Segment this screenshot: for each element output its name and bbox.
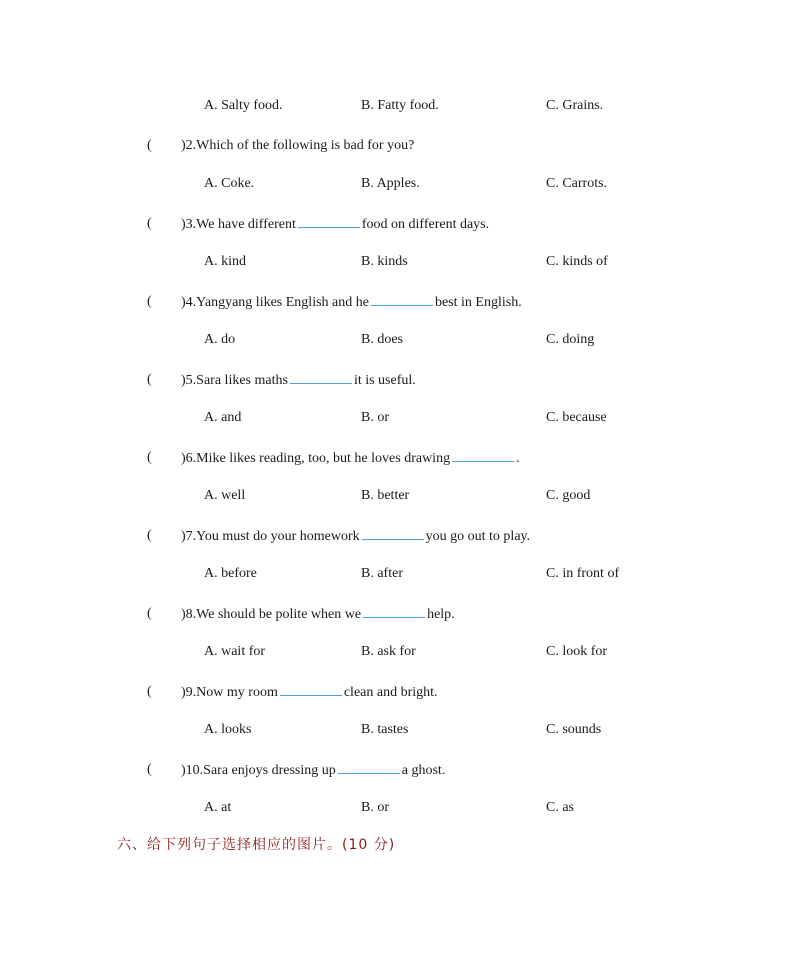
q4-option-b: B. does [361,332,403,347]
q9-option-a: A. looks [204,722,252,737]
q1-option-b: B. Fatty food. [361,98,439,113]
answer-paren-open: ( [147,372,152,387]
q10-option-c: C. as [546,800,574,815]
question-text-after: a ghost. [401,763,446,778]
answer-blank[interactable] [371,293,433,306]
q4-option-a: A. do [204,332,236,347]
q5-option-a: A. and [204,410,242,425]
question-text-after: clean and bright. [343,685,438,700]
question-text-after: best in English. [434,295,522,310]
question-text-after: help. [427,607,455,622]
question-7 [181,527,530,546]
answer-blank[interactable] [338,761,400,774]
answer-blank[interactable] [298,215,360,228]
question-5 [181,371,416,390]
q8-option-c: C. look for [546,644,608,659]
answer-paren-open: ( [147,216,152,231]
question-number: )8. [181,607,197,622]
q3-option-c: C. kinds of [546,254,608,269]
question-text-before: Now my room [196,685,278,700]
question-number: )10. [181,763,204,778]
question-text-before: Which of the following is bad for you? [196,138,415,153]
q6-option-c: C. good [546,488,591,503]
question-text-before: You must do your homework [196,529,360,544]
q2-option-b: B. Apples. [361,176,420,191]
q5-option-c: C. because [546,410,607,425]
question-10 [181,761,445,780]
question-8 [181,605,455,624]
answer-paren-open: ( [147,762,152,777]
q1-option-a: A. Salty food. [204,98,283,113]
q6-option-b: B. better [361,488,410,503]
question-number: )7. [181,529,197,544]
q3-option-a: A. kind [204,254,246,269]
question-text-after: it is useful. [353,373,416,388]
answer-paren-open: ( [147,450,152,465]
answer-blank[interactable] [280,683,342,696]
question-text-before: Sara likes maths [196,373,288,388]
question-6 [181,449,520,468]
q2-option-a: A. Coke. [204,176,255,191]
section-six-title: 六、给下列句子选择相应的图片。(10 分) [117,837,396,853]
question-text-after: you go out to play. [425,529,531,544]
answer-blank[interactable] [452,449,514,462]
question-number: )4. [181,295,197,310]
question-2 [181,137,414,155]
q1-option-c: C. Grains. [546,98,604,113]
q6-option-a: A. well [204,488,246,503]
q9-option-c: C. sounds [546,722,602,737]
question-text-before: Mike likes reading, too, but he loves drawing [196,451,451,466]
q10-option-a: A. at [204,800,232,815]
question-text-before: We have different [196,217,296,232]
question-number: )3. [181,217,197,232]
question-text-after: food on different days. [361,217,490,232]
question-number: )5. [181,373,197,388]
q7-option-c: C. in front of [546,566,620,581]
q5-option-b: B. or [361,410,389,425]
question-4 [181,293,522,312]
question-text-before: We should be polite when we [196,607,362,622]
q7-option-b: B. after [361,566,403,581]
q10-option-b: B. or [361,800,389,815]
q9-option-b: B. tastes [361,722,409,737]
answer-paren-open: ( [147,684,152,699]
question-number: )2. [181,138,197,153]
question-3 [181,215,489,234]
answer-blank[interactable] [363,605,425,618]
q3-option-b: B. kinds [361,254,408,269]
answer-blank[interactable] [290,371,352,384]
answer-paren-open: ( [147,528,152,543]
q4-option-c: C. doing [546,332,595,347]
q8-option-b: B. ask for [361,644,416,659]
answer-paren-open: ( [147,606,152,621]
q8-option-a: A. wait for [204,644,266,659]
question-text-before: Yangyang likes English and he [196,295,369,310]
question-text-after: . [516,451,520,466]
answer-paren-open: ( [147,138,152,153]
q7-option-a: A. before [204,566,257,581]
answer-blank[interactable] [362,527,424,540]
answer-paren-open: ( [147,294,152,309]
q2-option-c: C. Carrots. [546,176,608,191]
question-number: )9. [181,685,197,700]
question-number: )6. [181,451,197,466]
question-9 [181,683,438,702]
question-text-before: Sara enjoys dressing up [203,763,336,778]
